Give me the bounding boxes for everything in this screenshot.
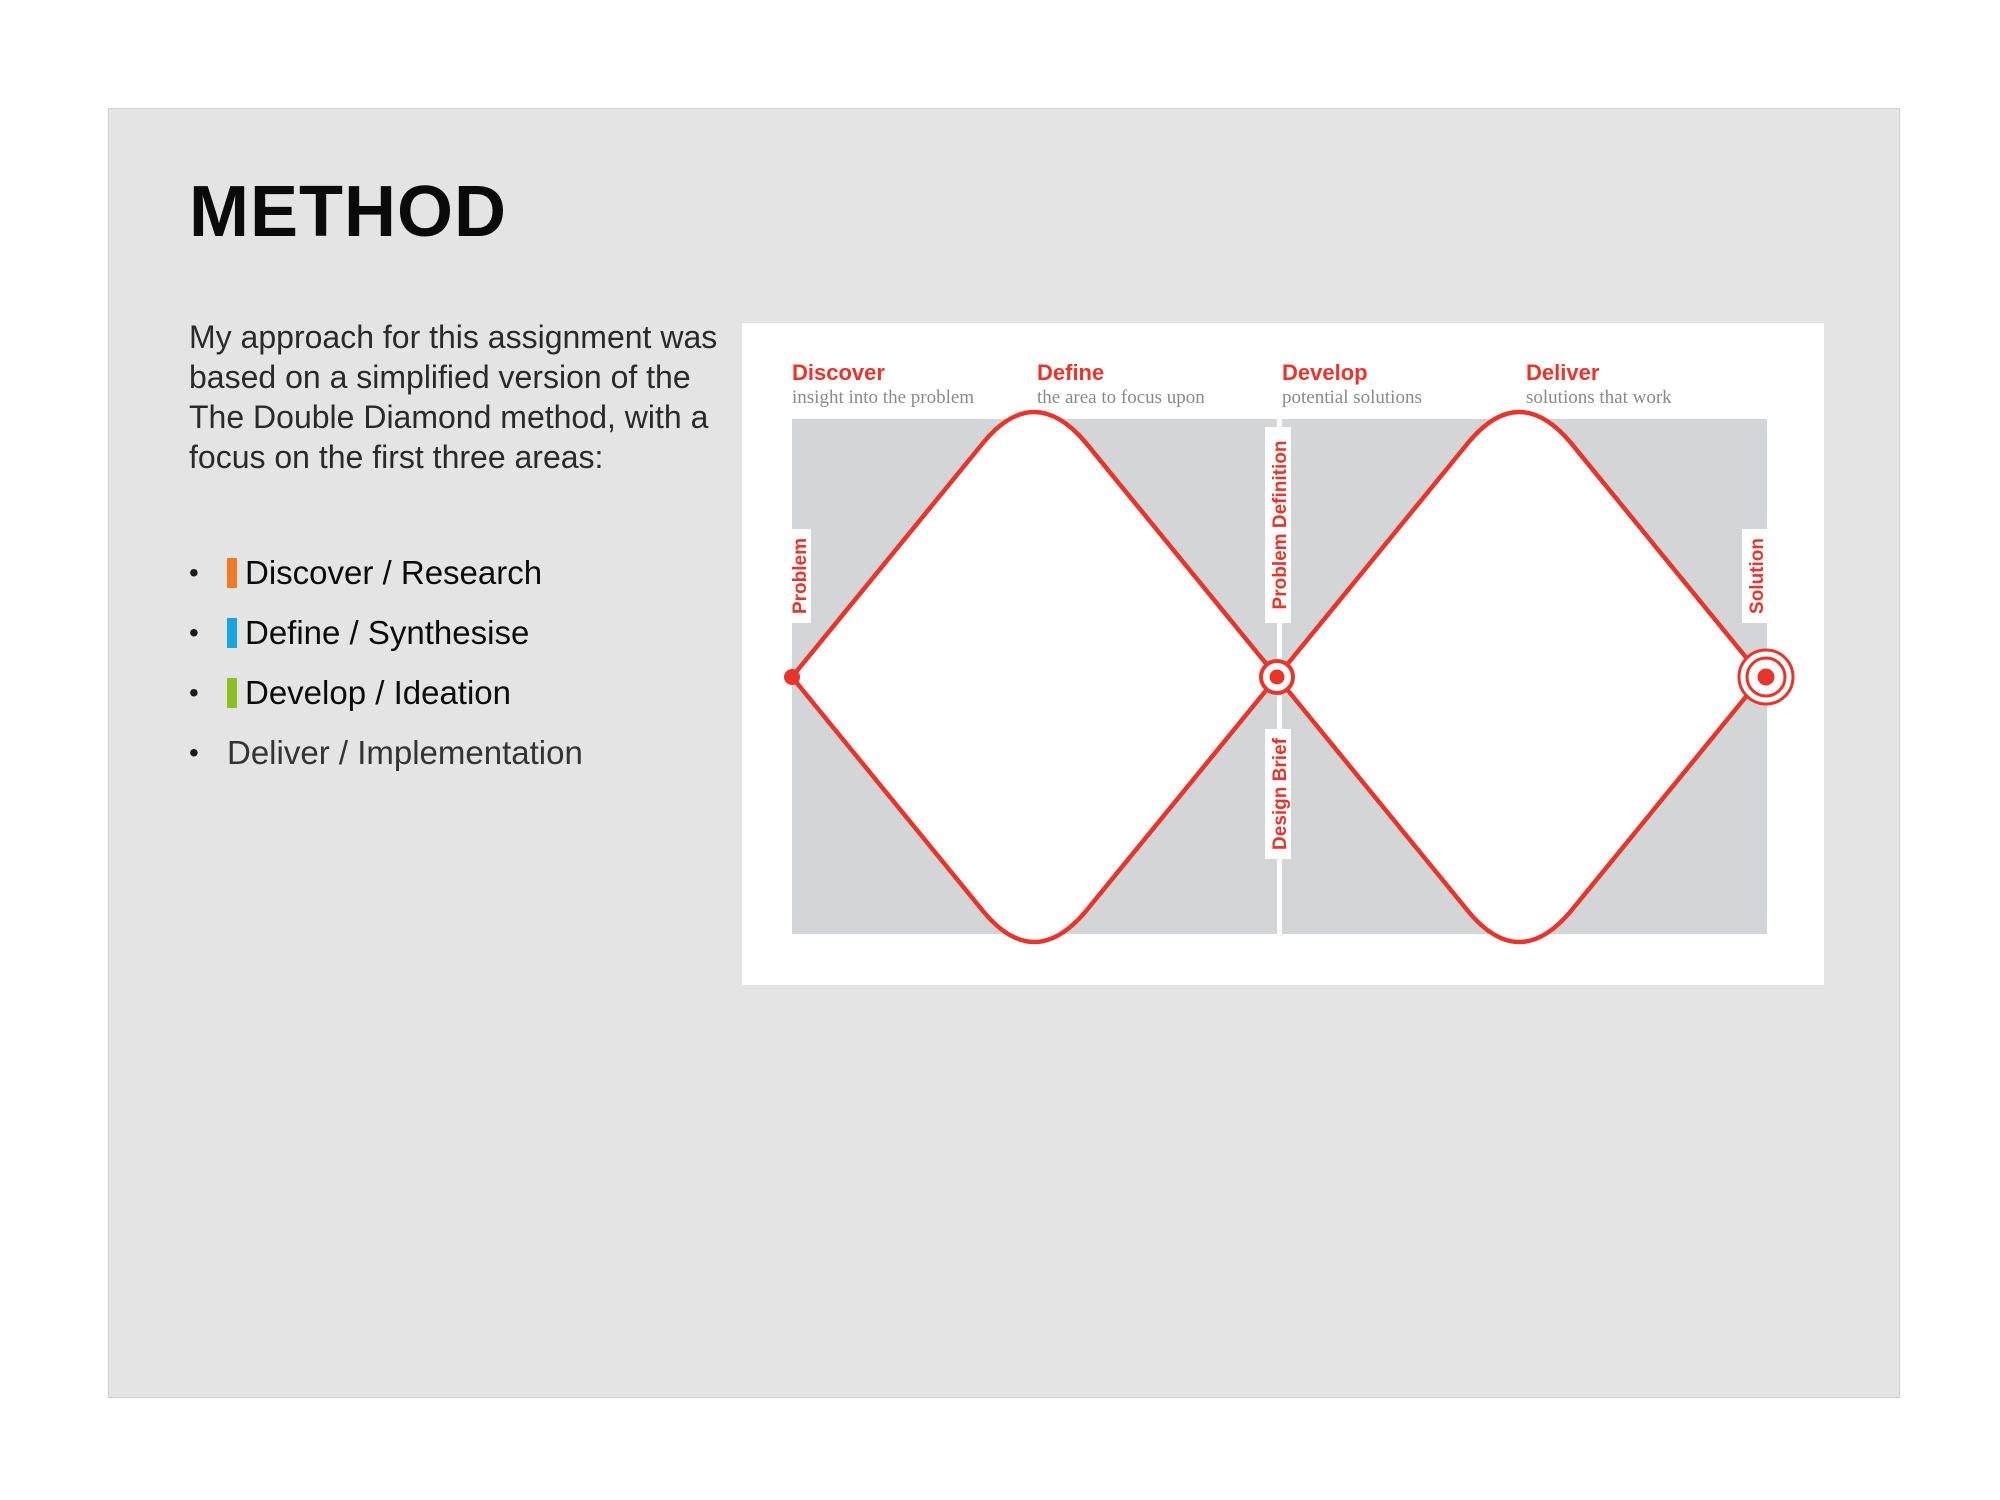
blue-marker-icon <box>227 618 237 648</box>
bullet-icon: • <box>189 737 199 768</box>
label-problem-definition: Problem Definition <box>1270 440 1291 610</box>
bullet-icon: • <box>189 557 199 588</box>
milestone-solution <box>1742 529 1768 623</box>
midpoint-target-icon <box>1261 661 1293 693</box>
intro-text: My approach for this assignment was based on a simplified version of the The Double Diamond method, with a focus on the first three areas: <box>189 319 718 475</box>
orange-marker-icon <box>227 558 237 588</box>
bullet-icon: • <box>189 677 199 708</box>
phase-sub-define: the area to focus upon <box>1037 387 1205 408</box>
phase-sub-deliver: solutions that work <box>1526 387 1672 408</box>
milestone-problem-definition <box>1265 427 1291 623</box>
phase-title-define: Define <box>1037 360 1105 385</box>
phase-sub-discover: insight into the problem <box>792 387 975 408</box>
phase-title-discover: Discover <box>792 360 885 385</box>
page-title: METHOD <box>189 172 507 252</box>
phase-sub-develop: potential solutions <box>1282 387 1422 408</box>
solution-target-icon <box>1739 650 1793 704</box>
area-label-define: Define / Synthesise <box>245 614 530 651</box>
green-marker-icon <box>227 678 237 708</box>
bullet-icon: • <box>189 617 199 648</box>
area-label-deliver: Deliver / Implementation <box>227 734 583 771</box>
label-design-brief: Design Brief <box>1270 738 1291 850</box>
areas-list <box>189 543 709 783</box>
list-item-define <box>189 603 709 663</box>
milestone-design-brief <box>1265 729 1291 859</box>
slide <box>108 108 1900 1398</box>
milestone-problem <box>785 529 811 623</box>
area-label-discover: Discover / Research <box>245 554 543 591</box>
label-problem: Problem <box>790 537 811 615</box>
list-item-discover <box>189 543 709 603</box>
start-dot-icon <box>784 669 800 685</box>
list-item-develop <box>189 663 709 723</box>
phase-title-deliver: Deliver <box>1526 360 1600 385</box>
phase-title-develop: Develop <box>1282 360 1368 385</box>
double-diamond-svg <box>742 323 1824 985</box>
area-label-develop: Develop / Ideation <box>245 674 512 711</box>
label-solution: Solution <box>1747 538 1768 614</box>
double-diamond-diagram <box>742 323 1824 985</box>
list-item-deliver <box>189 723 709 783</box>
